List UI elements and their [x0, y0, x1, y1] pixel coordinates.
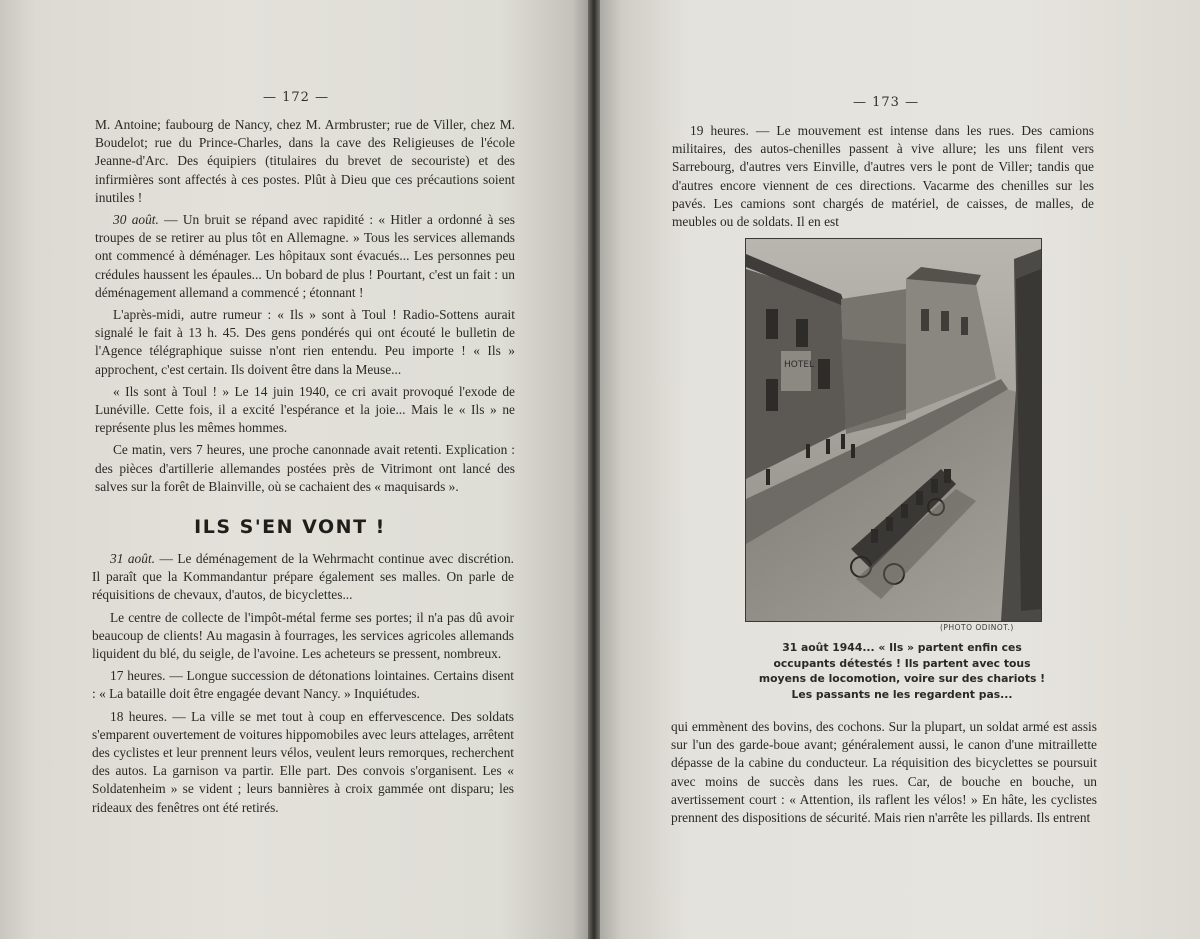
paragraph: 17 heures. — Longue succession de détonations lointaines. Certains disent : « La bataille doit être engagée devant Nancy. » Inquiétudes.	[92, 668, 514, 702]
right-text-top	[672, 122, 1094, 235]
paragraph: M. Antoine; faubourg de Nancy, chez M. Armbruster; rue de Viller, chez M. Boudelot; rue du Prince-Charles, dans la cave des Religieuses de l'école Jeanne-d'Arc. Des équipiers (titulaires du brevet de secouriste) et des infirmières sont affectés à ces postes. Plût à Dieu que ces précautions soient inutiles !	[95, 117, 515, 205]
paragraph: Le centre de collecte de l'impôt-métal ferme ses portes; il n'a pas dû avoir beaucoup de clients! Au magasin à fourrages, les services agricoles allemands liquident du blé, du seigle, de l'avoine. Les acheteurs se pressent, nombreux.	[92, 609, 514, 662]
book-gutter	[588, 0, 600, 939]
left-text-bottom	[92, 550, 514, 821]
left-page-number: — 172 —	[263, 90, 330, 105]
street-photograph	[745, 238, 1042, 622]
paragraph: qui emmènent des bovins, des cochons. Sur la plupart, un soldat armé est assis sur l'un des garde-boue avant; généralement aussi, le canon d'une mitraillette dépasse de la cabine du conducteur. La réquisition des bicyclettes se poursuit avec moins de succès dans les rues. Car, de bouche en bouche, un avertissement court : « Attention, ils raflent les vélos! » En hâte, les cyclistes prennent des dispositions de sécurité. Mais rien n'arrête les pillards. Ils entrent	[671, 719, 1097, 826]
paragraph: L'après-midi, autre rumeur : « Ils » sont à Toul ! Radio-Sottens aurait signalé le fait à 13 h. 45. Des gens pondérés qui ont écouté le bulletin de l'Agence télégraphique suisse n'ont rien entendu. Peu importe ! « Ils » approchent, c'est certain. Ils doivent être dans la Meuse...	[95, 307, 515, 377]
hotel-sign: HOTEL	[784, 360, 815, 370]
left-text-top	[95, 116, 515, 500]
paragraph: « Ils sont à Toul ! » Le 14 juin 1940, ce cri avait provoqué l'exode de Lunéville. Cette fois, il a excité l'espérance et la joie... Mais le « Ils » ne représente plus les mêmes hommes.	[95, 383, 515, 436]
paragraph-text: — Le déménagement de la Wehrmacht continue avec discrétion. Il paraît que la Kommandantur prépare également ses malles. On parle de réquisitions de chevaux, d'autos, de bicyclettes...	[92, 551, 514, 603]
photo-caption: 31 août 1944... « Ils » partent enfin ces occupants détestés ! Ils partent avec tous moyens de locomotion, voire sur des chariots ! Les passants ne les regardent pas...	[758, 641, 1046, 701]
paragraph: 19 heures. — Le mouvement est intense dans les rues. Des camions militaires, des autos-chenilles passent à vive allure; les uns filent vers Sarrebourg, d'autres vers Einville, d'autres vers le pont de Viller; tandis que d'autres encore viennent de ces directions. Vacarme des chenilles sur les pavés. Les camions sont chargés de matériel, de caisses, de malles, de meubles ou de soldats. Il en est	[672, 123, 1094, 230]
section-heading: ILS S'EN VONT !	[194, 516, 386, 538]
photo-illustration	[746, 239, 1041, 621]
paragraph: 18 heures. — La ville se met tout à coup en effervescence. Des soldats s'emparent ouvertement de voitures hippomobiles avec leurs attelages, arrêtent des cyclistes et leur prennent leurs vélos, veulent leurs remorques, recherchent des autos. La garnison va partir. Elle part. Des convois s'organisent. Les « Soldatenheim » se vident ; leurs bannières à croix gammée ont disparu; les rideaux des fenêtres ont été retirés.	[92, 708, 514, 815]
right-text-bottom	[671, 718, 1097, 831]
paragraph	[92, 550, 514, 605]
right-page-number: — 173 —	[853, 95, 920, 110]
date-label: 30 août.	[113, 212, 159, 228]
paragraph-text: — Un bruit se répand avec rapidité : « Hitler a ordonné à ses troupes de se retirer au plus tôt en Allemagne. » Tous les services allemands ont commencé à déménager. Les hôpitaux sont évacués... Les personnes peu crédules haussent les épaules... Un bobard de plus ! Pourtant, c'est un fait : un déménagement allemand a commencé ; étonnant !	[95, 212, 515, 300]
photo-credit: (PHOTO ODINOT.)	[940, 623, 1014, 632]
paragraph	[95, 211, 515, 302]
date-label: 31 août.	[110, 551, 156, 566]
paragraph: Ce matin, vers 7 heures, une proche canonnade avait retenti. Explication : des pièces d'artillerie allemandes postées près de Vitrimont ont lancé des salves sur la forêt de Blainville, où se cachaient des « maquisards ».	[95, 442, 515, 494]
